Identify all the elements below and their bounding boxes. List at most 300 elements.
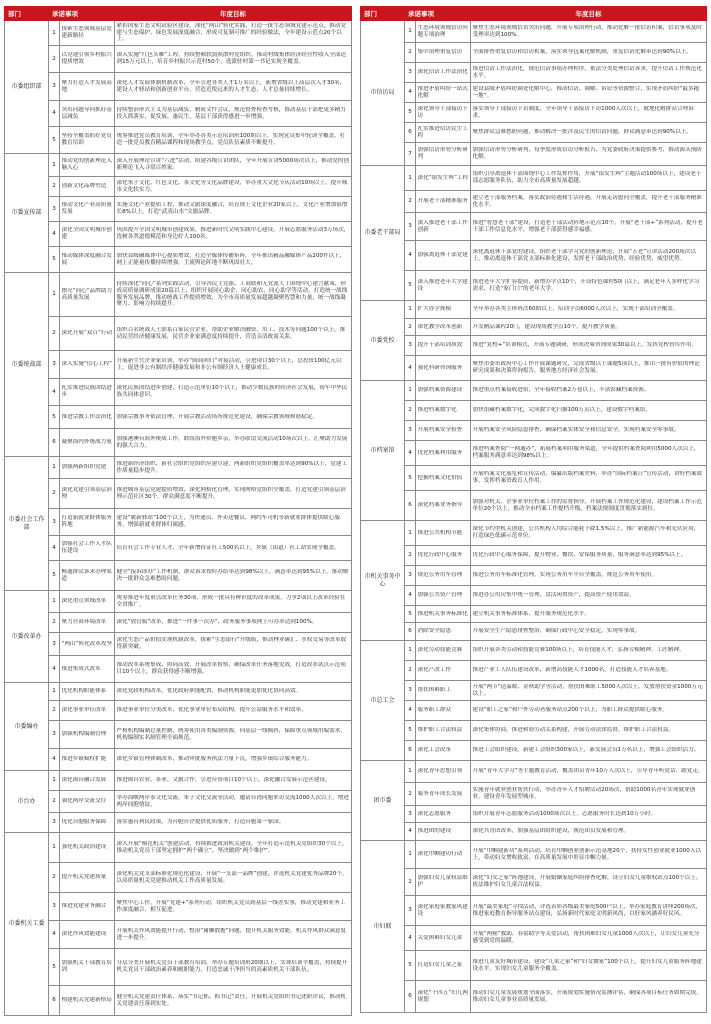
annual-goal-cell	[471, 566, 707, 586]
item-number: 4	[49, 222, 60, 247]
annual-goal-cell	[115, 154, 352, 177]
commitment-item-cell	[60, 701, 115, 721]
annual-goal: 加快县级融媒体中心提质增效，打造全媒体传播矩阵，全年推出精品融媒体产品200件以上，网上正能量传播持续增强，主流舆论阵地不断巩固壮大。	[116, 252, 346, 266]
commitment-item: 推进乡镇赋权扩能	[61, 756, 107, 763]
annual-goal: 统筹推进年度重点改革任务30项，形成一批具有辨识度的改革成果，力争2项以上改革经验在全省推广。	[116, 594, 346, 608]
commitment-item: 畅通群众诉求办理渠道	[61, 568, 112, 582]
item-number: 2	[405, 869, 416, 896]
commitment-item: 凝聚海内外统战力量	[61, 439, 112, 446]
commitment-item: 深化家庭家教家风建设	[417, 903, 468, 917]
annual-goal: 分层分类开展机关党员干部教育培训，举办专题培训班20期以上，实现培训全覆盖，持续提升机关党员干部政治素养和履职能力，打造忠诚干净担当的高素质机关干部队伍。	[116, 960, 348, 973]
table-row	[361, 491, 707, 521]
annual-goal: 推进闽台农业、茶业、文旅合作，引进台资项目10个以上，深化融合发展示范区建设。	[116, 777, 331, 784]
annual-goal-cell	[471, 896, 707, 926]
commitment-item-cell	[416, 721, 471, 741]
commitment-item: 关爱困难妇女儿童	[417, 934, 463, 941]
department-cell: 市信访局	[361, 21, 405, 166]
annual-goal: 推动妇女儿童发展规划全面落实，开展规划实施情况监测评估，确保各项目标任务如期完成，推动妇女儿童事业高质量发展。	[472, 989, 702, 1003]
department-cell: 市委组织部	[5, 21, 49, 154]
commitment-item: 优化机构职能体系	[61, 688, 107, 695]
department-cell: 市委机关工委	[5, 833, 49, 1016]
item-number: 5	[49, 247, 60, 273]
commitment-item-cell	[60, 791, 115, 813]
department-cell: 市机关事务中心	[361, 521, 405, 641]
table-row	[5, 791, 352, 813]
table-row	[5, 633, 352, 656]
annual-goal-cell	[115, 613, 352, 633]
annual-goal-cell	[471, 623, 707, 641]
item-number: 2	[49, 613, 60, 633]
commitment-item: 构建机关党建新格局	[61, 997, 112, 1004]
commitment-item-cell	[416, 869, 471, 896]
commitment-item-cell	[416, 319, 471, 336]
annual-goal: 落实领导干部接访下访制度，全年领导干部接访下访1000人次以上，就地化解群众合理诉求。	[472, 105, 694, 119]
annual-goal: 推进产业工人队伍建设改革，新增高技能人才1000名，打造技能人才培养基地。	[472, 667, 672, 674]
annual-goal: 深化机关党支部标准化规范化建设，开展“一支部一品牌”创建，评选机关党建优秀品牌20个，以高质量机关党建推动机关工作高质量发展。	[116, 870, 348, 884]
annual-goal: 开展“青年大学习”等主题教育活动，覆盖团员青年10万人次以上，引导青年听党话、跟党走。	[472, 768, 704, 775]
commitment-item-cell	[60, 771, 115, 791]
table-row	[361, 741, 707, 761]
table-body	[5, 21, 352, 1016]
commitment-item-cell	[60, 863, 115, 893]
commitment-item-cell	[416, 701, 471, 721]
item-number: 3	[49, 721, 60, 749]
annual-goal-cell	[471, 466, 707, 491]
commitment-item-cell	[416, 336, 471, 356]
commitment-item: 推进党建业务融合	[61, 903, 107, 910]
annual-goal: 推进新经济组织、新社会组织党组织应建尽建，两新组织党组织覆盖率达到90%以上，党建工作质量稳步提升。	[116, 460, 348, 474]
department-cell: 团市委	[361, 761, 405, 841]
department-cell: 市委编办	[5, 683, 49, 771]
annual-goal-cell	[115, 771, 352, 791]
commitment-item: “两山”转化改革攻坚	[61, 640, 113, 647]
commitment-item-cell	[416, 466, 471, 491]
commitment-item: 优化行政中心服务	[417, 552, 463, 559]
annual-goal: 推进儿童友好城市建设，建设“儿童之家”和“妇女微家”100个以上，提升妇女儿童服务阵地建设水平，实现妇女儿童服务全覆盖。	[472, 958, 702, 972]
commitment-item-cell	[416, 896, 471, 926]
department-cell: 市委社会工作部	[5, 457, 49, 591]
commitment-item-cell	[60, 247, 115, 273]
annual-goal: 开展“两节”送温暖、金秋助学等活动，帮扶困难职工5000人次以上，发放帮扶资金1000万元以上。	[472, 683, 703, 697]
annual-goal: 组织百名统战人士联系百家民营企业，帮助企业解决融资、用工、技术等问题100个以上，推动民营经济健康发展，民营企业家满意度持续提升，营造亲清政商关系。	[116, 326, 346, 340]
commitment-item-cell	[60, 591, 115, 613]
annual-goal-cell	[471, 761, 707, 783]
commitment-item: 规范公务用车管理	[417, 572, 463, 579]
annual-goal: 建设“职工之家”和户外劳动者服务站点200个以上，为职工群众提供暖心服务。	[472, 707, 668, 714]
commitment-item: 帮扶困难职工	[417, 687, 452, 694]
commitment-item: 加强离退休干部党建	[417, 252, 468, 259]
annual-goal: 推进“党校+”培训模式，开展专题调研，形成决策咨询成果30篇以上，发挥党校智库作用。	[472, 342, 698, 349]
annual-goal: 深化集体协商，推进和谐劳动关系构建，开展劳动法律监督，维护职工合法权益。	[472, 727, 674, 734]
annual-goal-cell	[115, 656, 352, 683]
item-number: 1	[405, 301, 416, 319]
annual-goal: 推进工会组织建设，新建工会组织300家以上，新发展会员1万名以上，增强工会组织活力。	[472, 747, 700, 754]
commitment-item-cell	[416, 761, 471, 783]
item-number: 4	[405, 823, 416, 841]
annual-goal-cell	[471, 546, 707, 566]
header-commitment-item: 承诺事项	[49, 7, 115, 21]
table-row	[5, 317, 352, 351]
annual-goal-cell	[115, 457, 352, 479]
annual-goal-cell	[115, 701, 352, 721]
annual-goal-cell	[115, 101, 352, 127]
commitment-item-cell	[416, 301, 471, 319]
commitment-item: 推进团的建设	[417, 828, 452, 835]
commitment-item-cell	[60, 656, 115, 683]
commitment-item-cell	[416, 213, 471, 241]
commitment-item-cell	[416, 806, 471, 823]
annual-goal-cell	[471, 166, 707, 191]
department-cell: 市台办	[5, 771, 49, 833]
table-row	[361, 123, 707, 143]
commitment-item-cell	[416, 566, 471, 586]
commitment-item: 深化领导干部接访下访	[417, 105, 468, 119]
annual-goal-cell	[115, 73, 352, 101]
annual-goal: 加强对机关、企事业单位档案工作的监督指导，开展档案工作规范化建设，建设档案工作示范单位20个以上，推动全市档案工作提档升级，档案法规制度贯彻落实到位。	[472, 498, 702, 512]
commitment-item: 深化开展“双百”行动	[61, 330, 113, 337]
table-row	[5, 986, 352, 1016]
commitment-item: 挖掘档案文化价值	[417, 474, 463, 481]
commitment-item-cell	[416, 241, 471, 271]
commitment-item-cell	[60, 721, 115, 749]
table-row	[361, 546, 707, 566]
commitment-item: 加强机构编制管理	[61, 731, 107, 738]
annual-goal: 推进信访工作法治化，规范信访事项办理程序，依法分类处理信访诉求，提升信访工作规范化水平。	[472, 65, 702, 79]
table-row	[361, 301, 707, 319]
commitment-item-cell	[60, 197, 115, 222]
commitment-item: 加强妇女儿童权益维护	[417, 875, 468, 888]
table-row	[361, 566, 707, 586]
commitment-item: 强化科研咨询服务	[417, 364, 463, 371]
annual-goal: 开发精品课程20门，建设现场教学点10个，提升教学质量。	[472, 323, 621, 330]
item-number: 6	[405, 491, 416, 521]
item-number: 5	[405, 721, 416, 741]
annual-goal-cell	[115, 46, 352, 73]
item-number: 4	[405, 241, 416, 271]
annual-goal: 开展档案文化展览和宣传活动，编纂出版档案史料，举办“国际档案日”宣传活动，讲好档案故事，发挥档案资政育人作用。	[472, 471, 703, 484]
annual-goal-cell	[471, 421, 707, 441]
item-number: 2	[405, 43, 416, 63]
item-number: 2	[49, 177, 60, 197]
table-row	[5, 21, 352, 46]
item-number: 4	[49, 101, 60, 127]
table-row	[5, 771, 352, 791]
item-number: 4	[405, 441, 416, 466]
commitment-item: 推进宗教工作法治化	[61, 413, 112, 420]
commitment-item: 深化闽台融合发展	[61, 777, 107, 784]
table-row	[5, 177, 352, 197]
annual-goal-cell	[115, 683, 352, 701]
commitment-item: 深化劳动技能竞赛	[417, 647, 463, 654]
commitment-item-cell	[416, 191, 471, 213]
annual-goal: 实施文化产业提质工程，推动文旅深度融合，培育规上文化企业20家以上，文化产业增加值增长8%以上，打造“武夷山水”文旅品牌。	[116, 202, 348, 215]
commitment-item: 加强机关干部教育培训	[61, 960, 112, 973]
annual-goal-cell	[471, 661, 707, 681]
annual-goal: 推进公务用车标准化管理，实现公务用车平台全覆盖，规范公务用车使用。	[472, 572, 658, 579]
item-number: 3	[405, 681, 416, 701]
annual-goal-cell	[471, 301, 707, 319]
table-row	[5, 921, 352, 949]
commitment-item-cell	[416, 823, 471, 841]
item-number: 1	[405, 521, 416, 546]
annual-goal: 开展新生代企业家培训，举办“闽商回归”对接活动，引进项目30个以上，总投资100亿元以上，促进非公有制经济健康发展和非公有制经济人士健康成长。	[116, 357, 342, 371]
commitment-item-cell	[60, 613, 115, 633]
item-number: 1	[49, 771, 60, 791]
annual-goal: 全面排查重复信访和信访积案，落实领导包案化解机制，重复信访化解率达到90%以上。	[472, 49, 692, 56]
table-row	[361, 21, 707, 43]
commitment-item: 深化工会改革	[417, 747, 452, 754]
table-row	[361, 241, 707, 271]
table-row	[5, 536, 352, 561]
commitment-item-cell	[416, 521, 471, 546]
annual-goal: 加强港澳台海外统战工作，联络海外侨胞乡亲，举办联谊交流活动10场次以上，汇聚助力发展的强大合力。	[116, 435, 348, 449]
commitment-item-cell	[416, 271, 471, 301]
commitment-item-cell	[60, 351, 115, 379]
commitment-item-cell	[416, 641, 471, 661]
annual-goal: 持续整治形式主义为基层减负，精简文件会议，规范督查检查考核，推动基层干部把更多精力投入抓落实、促发展、惠民生，基层干部获得感进一步增强。	[116, 106, 346, 120]
item-number: 3	[49, 813, 60, 833]
annual-goal: 建立机关事务标准体系，提升服务规范化水平。	[472, 610, 590, 617]
annual-goal-cell	[471, 271, 707, 301]
table-row	[361, 761, 707, 783]
commitment-item-cell	[416, 783, 471, 806]
annual-goal-cell	[471, 241, 707, 271]
annual-goal-cell	[471, 123, 707, 143]
annual-goal-cell	[115, 406, 352, 429]
commitment-item-cell	[60, 273, 115, 317]
annual-goal-cell	[115, 509, 352, 536]
commitment-item: 优化台胞服务保障	[61, 819, 107, 826]
item-number: 4	[49, 656, 60, 683]
table-row	[5, 893, 352, 921]
annual-goal-cell	[115, 949, 352, 986]
department-cell: 市妇联	[361, 841, 405, 1013]
table-row	[5, 479, 352, 509]
annual-goal: 深化党政机构改革，优化政府职能配置，推动机构职能更加优化协同高效。	[116, 688, 302, 695]
annual-goal: 开展机关作风效能提升行动，整治“庸懒散拖”问题，提升机关服务效能，机关作风群众满意度进一步提升。	[116, 927, 347, 941]
annual-goal: 推进重点档案接收进馆，全年接收档案2万卷以上，丰富馆藏档案资源。	[472, 387, 650, 394]
commitment-item: 创新文化品牌塑造	[61, 183, 107, 190]
annual-goal: 推进城市基层党建提质增效，深化网格化管理，实现网格党组织全覆盖，打造党建引领基层治理示范社区30个，群众满意度不断提升。	[116, 486, 346, 500]
item-number: 1	[49, 457, 60, 479]
annual-goal: 开展“最美家庭”寻找活动，评选表彰各级最美家庭500户以上，举办家庭教育讲座200场次，推进家庭教育指导服务站点建设，弘扬新时代家庭文明新风尚，以好家风涵养好民风。	[472, 903, 702, 917]
item-number: 3	[405, 213, 416, 241]
commitment-item-cell	[416, 546, 471, 566]
annual-goal-cell	[115, 986, 352, 1016]
table-row	[5, 721, 352, 749]
annual-goal-cell	[115, 536, 352, 561]
commitment-item-cell	[416, 103, 471, 123]
item-number: 3	[405, 336, 416, 356]
item-number: 1	[405, 381, 416, 401]
annual-goal: 深入开展理论宣讲“六进”活动，组建各级宣讲团队，全年开展宣讲5000场次以上，推动党的创新理论飞入寻常百姓家。	[116, 158, 350, 171]
annual-goal: 推进老年大学扩容提质，新增办学点10个，开设特色课程50门以上，满足老年人多样化学习需求，打造“家门口”的老年大学。	[472, 278, 700, 292]
commitment-item-cell	[60, 177, 115, 197]
item-number: 6	[405, 123, 416, 143]
item-number: 7	[405, 143, 416, 166]
commitment-item-cell	[416, 123, 471, 143]
annual-goal-cell	[471, 981, 707, 1013]
table-row	[361, 381, 707, 401]
annual-goal: 聚焦中心工作，开展“党建+”系列行动，组织机关党员到基层一线办实事，推动党建和业务工作深度融合、相互促进。	[116, 899, 346, 913]
commitment-item-cell	[416, 21, 471, 43]
commitment-item-cell	[60, 749, 115, 771]
annual-goal: 开展安全生产隐患排查整治，确保行政中心安全稳定，实现零事故。	[472, 628, 641, 635]
annual-goal-cell	[471, 441, 707, 466]
annual-goal-cell	[471, 319, 707, 336]
annual-goal: 组织引导离退休干部围绕中心工作发挥作用，开展“银发生辉”主题活动100场以上，建设老干部志愿服务队伍，助力全市高质量发展超越。	[472, 171, 702, 184]
commitment-item: 深化重点领域改革	[61, 598, 107, 605]
commitment-item-cell	[416, 166, 471, 191]
table-row	[361, 401, 707, 421]
commitment-item-cell	[60, 479, 115, 509]
item-number: 3	[405, 421, 416, 441]
commitment-item-cell	[60, 509, 115, 536]
commitment-item: 坚持全覆盖抓好党员教育培训	[61, 133, 112, 146]
item-number: 2	[49, 479, 60, 509]
annual-goal: 开展档案安全风险隐患排查，确保档案实体安全和信息安全，实现档案安全零事故。	[472, 427, 680, 434]
item-number: 2	[405, 783, 416, 806]
table-row	[361, 466, 707, 491]
commitment-item: 服务青年成长发展	[417, 790, 463, 797]
item-number: 1	[49, 21, 60, 46]
table-row	[361, 83, 707, 103]
commitment-item: 聚力营商环境改革	[61, 619, 107, 626]
annual-goal-cell	[471, 213, 707, 241]
commitment-item: 深化全国文明城市创建	[61, 227, 112, 240]
annual-goal: 深化“放管服”改革，推进“一件事一次办”，政务服务事项网上可办率达到100%。	[116, 619, 318, 626]
commitment-item-cell	[60, 536, 115, 561]
annual-goal: 推进办公用房集中统一管理，盘活闲置资产，提高资产使用效益。	[472, 592, 635, 599]
commitment-item-cell	[60, 949, 115, 986]
commitment-item: 推动党的创新理论入脑入心	[61, 158, 112, 171]
table-row	[361, 143, 707, 166]
item-number: 1	[49, 154, 60, 177]
annual-goal: 培育社会工作专业人才，全年新增持证社工500名以上，乡镇（街道）社工站实现全覆盖。	[116, 544, 340, 551]
annual-goal: 统筹推进党员教育培训，全年举办各类示范培训班100期以上，实现党员集中轮训全覆盖，打造一批党员教育精品课程和现场教学点，党员队伍素质不断提升。	[116, 133, 346, 146]
commitment-item: 服务职工群众	[417, 707, 452, 714]
annual-goal-cell	[115, 127, 352, 154]
annual-goal-cell	[115, 863, 352, 893]
table-row	[5, 197, 352, 222]
commitment-item-cell	[416, 586, 471, 606]
annual-goal-cell	[471, 336, 707, 356]
commitment-item: 深化档案业务指导	[417, 502, 463, 509]
commitment-item: 开展老干部精准服务	[417, 198, 468, 205]
commitment-item: 扩大办学规模	[417, 306, 452, 313]
item-number: 4	[405, 926, 416, 951]
commitment-item: 提升干部培训质效	[417, 342, 463, 349]
commitment-item: 集中治理重复信访	[417, 49, 463, 56]
commitment-item-cell	[416, 606, 471, 623]
item-number: 3	[49, 633, 60, 656]
annual-goal: 深化乡镇管理体制改革，推动审批服务执法力量下沉，增强乡镇综合服务能力。	[116, 756, 313, 763]
annual-goal-cell	[115, 351, 352, 379]
item-number: 3	[49, 509, 60, 536]
commitment-item: 突出问题导向抓好基层减负	[61, 106, 112, 120]
commitment-item: 加强社会工作人才队伍建设	[61, 541, 112, 554]
annual-goal-cell	[471, 191, 707, 213]
table-row	[5, 429, 352, 457]
annual-goal: 开展“两癌”救助、春蕾助学等关爱活动，帮扶困难妇女儿童1000人次以上，让妇女儿童充分感受到党的温暖。	[472, 931, 700, 944]
item-number: 4	[49, 749, 60, 771]
commitment-item-cell	[60, 457, 115, 479]
item-number: 4	[49, 921, 60, 949]
commitment-item: 生态环境领域信访问题专项治理	[417, 24, 468, 38]
annual-goal-cell	[115, 791, 352, 813]
item-number: 6	[49, 986, 60, 1016]
table-header-row	[5, 7, 352, 21]
commitment-item: 维护职工合法权益	[417, 727, 463, 734]
commitment-item: 深化作风效能建设	[61, 931, 107, 938]
item-number: 3	[405, 566, 416, 586]
table-row	[5, 457, 352, 479]
commitment-item: 推动文化产业高质量发展	[61, 202, 112, 215]
annual-goal-cell	[115, 317, 352, 351]
item-number: 1	[405, 21, 416, 43]
commitment-item-cell	[416, 926, 471, 951]
item-number: 5	[405, 466, 416, 491]
item-number: 3	[49, 351, 60, 379]
commitment-item-cell	[416, 381, 471, 401]
table-row	[361, 213, 707, 241]
table-row	[361, 191, 707, 213]
annual-goal-cell	[115, 379, 352, 406]
item-number: 3	[405, 806, 416, 823]
table-row	[361, 521, 707, 546]
commitment-item: 强化两岸交流交往	[61, 798, 107, 805]
table-row	[5, 833, 352, 863]
commitment-item-cell	[416, 981, 471, 1013]
annual-goal-cell	[471, 586, 707, 606]
table-row	[361, 981, 707, 1013]
annual-goal: 开展“巾帼建新功”系列活动，培育巾帼创业创新示范基地20个，扶持女性创业就业1000人以上，带动妇女增收致富，在高质量发展中彰显巾帼力量。	[472, 847, 702, 861]
commitment-item-cell	[416, 421, 471, 441]
commitment-item: 深化信访工作法治化	[417, 69, 468, 76]
table-row	[361, 951, 707, 981]
table-row	[361, 441, 707, 466]
commitment-item-cell	[416, 951, 471, 981]
commitment-item-cell	[60, 893, 115, 921]
commitment-item: 推进公共机构节能	[417, 529, 463, 536]
annual-goal: 深化人才发展体制机制改革，全年引进各类人才1万名以上，新增省级以上高层次人才30名，建设人才驿站和创新创业平台，营造近悦远来的人才生态，人才总量持续增长。	[116, 79, 346, 93]
table-row	[361, 896, 707, 926]
table-row	[5, 949, 352, 986]
table-row	[361, 586, 707, 606]
commitment-item-cell	[60, 73, 115, 101]
annual-goal: 优化行政中心服务保障，提升物业、餐饮、安保服务质量，服务满意率达到95%以上。	[472, 552, 687, 559]
commitment-item-cell	[60, 317, 115, 351]
commitment-item: 优化档案利用服务	[417, 449, 463, 456]
commitment-item: 打造新就业群体服务阵地	[61, 515, 112, 528]
annual-goal-cell	[115, 591, 352, 613]
table-row	[361, 103, 707, 123]
table-row	[361, 806, 707, 823]
commitment-item: 聚力打造人才发展高地	[61, 79, 112, 93]
commitment-item: 扎实推进信访民生工程	[417, 125, 468, 139]
annual-goal-cell	[115, 429, 352, 457]
item-number: 2	[49, 791, 60, 813]
commitment-table-right	[360, 6, 707, 1013]
annual-goal-cell	[115, 273, 352, 317]
table-row	[5, 561, 352, 591]
table-row	[5, 749, 352, 771]
item-number: 2	[405, 319, 416, 336]
item-number: 2	[405, 401, 416, 421]
annual-goal: 聚焦市委市政府中心工作开展课题研究，完成省级以上课题5项以上，推出一批有价值的理论研究成果和决策咨询报告，服务地方经济社会发展。	[472, 361, 700, 374]
table-row	[5, 591, 352, 613]
annual-goal: 推动改革系统集成、协同高效，开展改革督察，确保改革任务落地见效，打造改革试点示范项目10个以上，群众获得感不断增强。	[116, 662, 346, 675]
